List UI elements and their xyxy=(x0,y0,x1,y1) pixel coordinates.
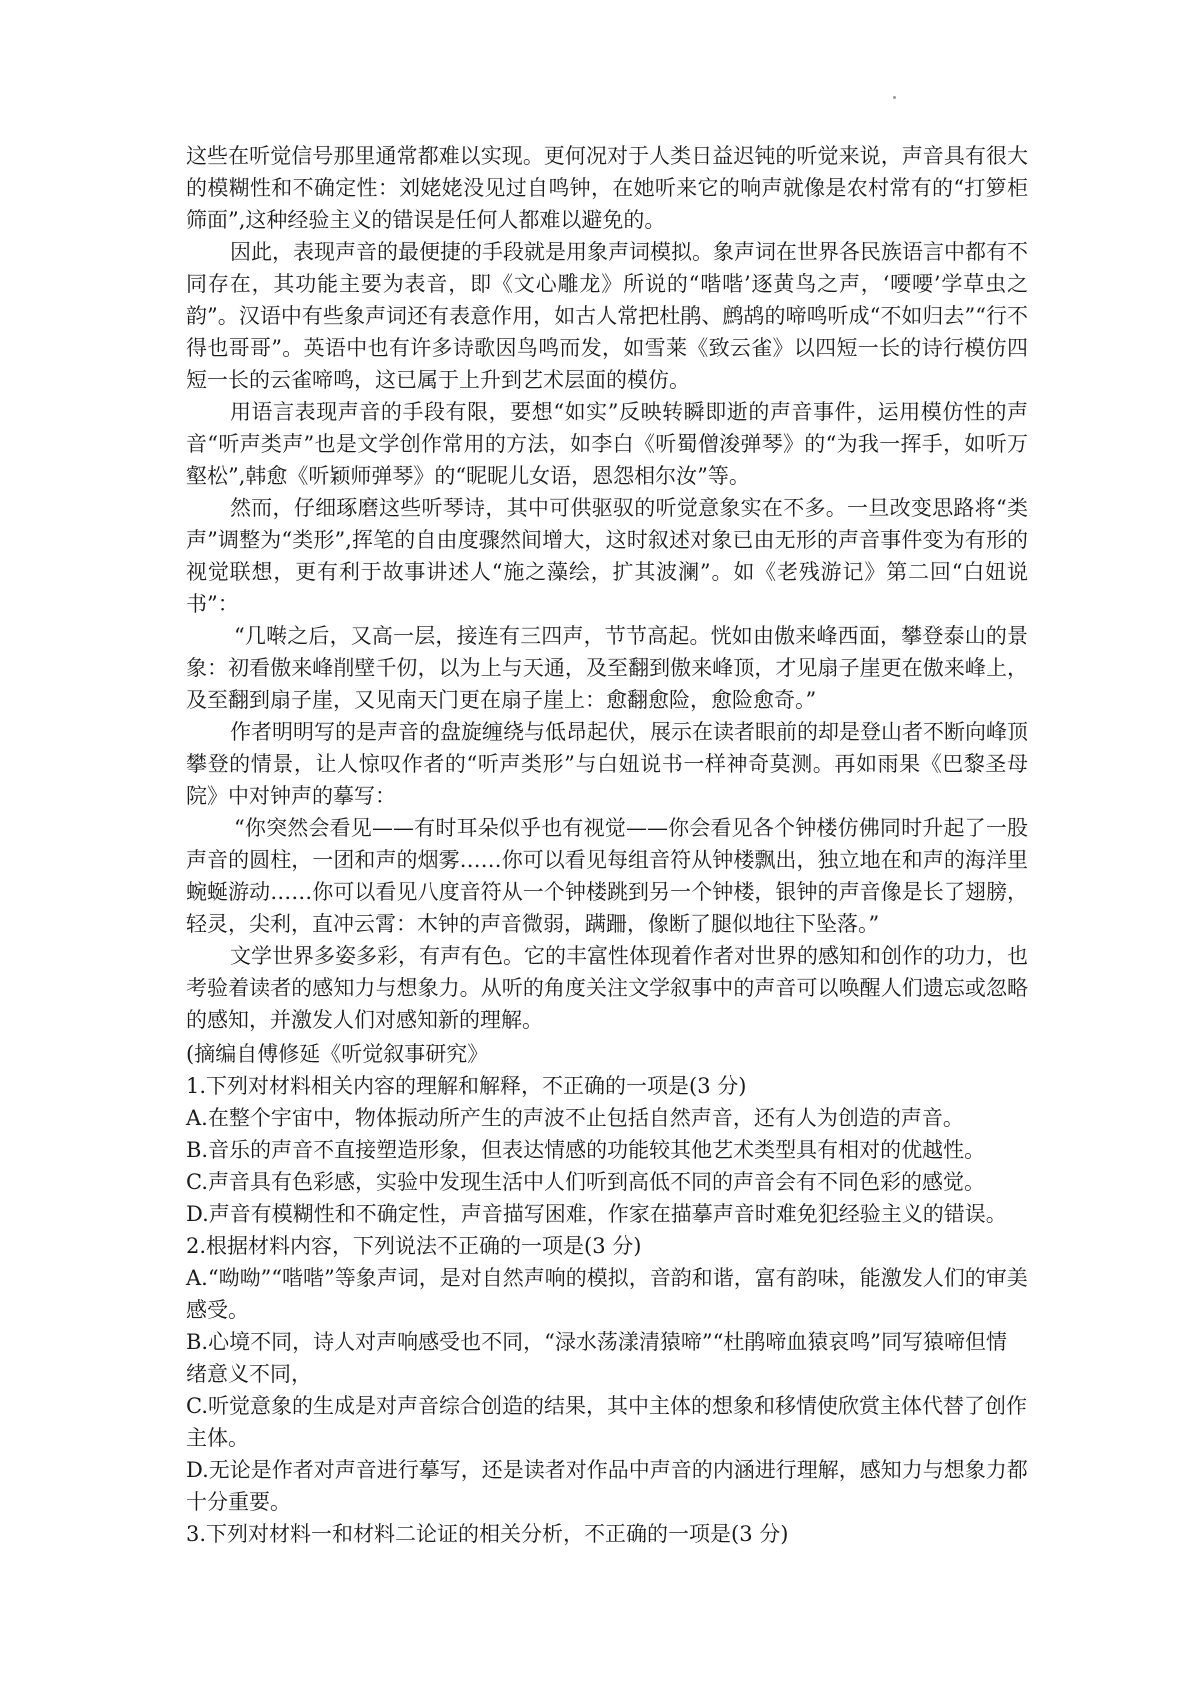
question-1-option-a: A.在整个宇宙中，物体振动所产生的声波不止包括自然声音，还有人为创造的声音。 xyxy=(186,1106,964,1130)
question-1-option-d: D.声音有模糊性和不确定性，声音描写困难，作家在描摹声音时难免犯经验主义的错误。 xyxy=(186,1202,1007,1226)
question-2-option-a: A.“呦呦”“喈喈”等象声词，是对自然声响的模拟，音韵和谐，富有韵味，能激发人们的审美感受。 xyxy=(186,1266,1028,1322)
quote-laocan: “几啭之后，又高一层，接连有三四声，节节高起。恍如由傲来峰西面，攀登泰山的景象：初看傲来峰削壁千仞，以为上与天通，及至翻到傲来峰顶，才见扇子崖更在傲来峰上，及至翻到扇子崖，又见南天门更在扇子崖上：愈翻愈险，愈险愈奇。” xyxy=(186,624,1028,712)
question-1-option-c: C.声音具有色彩感，实验中发现生活中人们听到高低不同的声音会有不同色彩的感觉。 xyxy=(186,1170,985,1194)
question-1-option-b: B.音乐的声音不直接塑造形象，但表达情感的功能较其他艺术类型具有相对的优越性。 xyxy=(186,1138,986,1162)
paragraph-1: 这些在听觉信号那里通常都难以实现。更何况对于人类日益迟钝的听觉来说，声音具有很大的模糊性和不确定性：刘姥姥没见过自鸣钟，在她听来它的响声就像是农村常有的“打箩柜筛面”,这种经验主义的错误是任何人都难以避免的。 xyxy=(186,144,1028,232)
paragraph-4: 然而，仔细琢磨这些听琴诗，其中可供驱驭的听觉意象实在不多。一旦改变思路将“类声”调整为“类形”,挥笔的自由度骤然间增大，这时叙述对象已由无形的声音事件变为有形的视觉联想，更有利于故事讲述人“施之藻绘，扩其波澜”。如《老残游记》第二回“白妞说书”： xyxy=(186,496,1028,616)
question-1-stem: 1.下列对材料相关内容的理解和解释，不正确的一项是(3 分) xyxy=(186,1074,747,1098)
paragraph-2: 因此，表现声音的最便捷的手段就是用象声词模拟。象声词在世界各民族语言中都有不同存在，其功能主要为表音，即《文心雕龙》所说的“喈喈’逐黄鸟之声，‘喓喓’学草虫之韵”。汉语中有些象声词还有表意作用，如古人常把杜鹃、鹧鸪的啼鸣听成“不如归去”“行不得也哥哥”。英语中也有许多诗歌因鸟鸣而发，如雪莱《致云雀》以四短一长的诗行模仿四短一长的云雀啼鸣，这已属于上升到艺术层面的模仿。 xyxy=(186,240,1028,392)
question-2-option-b: B.心境不同，诗人对声响感受也不同，“渌水荡漾清猿啼”“杜鹃啼血猿哀鸣”同写猿啼但情绪意义不同， xyxy=(186,1330,1008,1386)
passage xyxy=(186,140,1028,1550)
source-citation: (摘编自傅修延《听觉叙事研究》 xyxy=(186,1042,489,1066)
question-3-stem: 3.下列对材料一和材料二论证的相关分析，不正确的一项是(3 分) xyxy=(186,1522,789,1546)
question-1 xyxy=(186,1070,1028,1230)
paragraph-5: 作者明明写的是声音的盘旋缠绕与低昂起伏，展示在读者眼前的却是登山者不断向峰顶攀登的情景，让人惊叹作者的“听声类形”与白妞说书一样神奇莫测。再如雨果《巴黎圣母院》中对钟声的摹写： xyxy=(186,720,1028,808)
question-2-option-d: D.无论是作者对声音进行摹写，还是读者对作品中声音的内涵进行理解，感知力与想象力都十分重要。 xyxy=(186,1458,1028,1514)
paragraph-3: 用语言表现声音的手段有限，要想“如实”反映转瞬即逝的声音事件，运用模仿性的声音“听声类声”也是文学创作常用的方法，如李白《听蜀僧浚弹琴》的“为我一挥手，如听万壑松”,韩愈《听颖师弹琴》的“昵昵儿女语，恩怨相尔汝”等。 xyxy=(186,400,1028,488)
question-2-option-c: C.听觉意象的生成是对声音综合创造的结果，其中主体的想象和移情使欣赏主体代替了创作主体。 xyxy=(186,1394,1027,1450)
question-2 xyxy=(186,1230,1028,1518)
question-3 xyxy=(186,1518,1028,1550)
quote-notre-dame: “你突然会看见——有时耳朵似乎也有视觉——你会看见各个钟楼仿佛同时升起了一股声音的圆柱，一团和声的烟雾……你可以看见每组音符从钟楼飘出，独立地在和声的海洋里蜿蜒游动……你可以看见八度音符从一个钟楼跳到另一个钟楼，银钟的声音像是长了翅膀，轻灵，尖利，直冲云霄：木钟的声音微弱，蹒跚，像断了腿似地往下坠落。” xyxy=(186,816,1028,936)
scan-speck xyxy=(893,96,896,99)
question-2-stem: 2.根据材料内容，下列说法不正确的一项是(3 分) xyxy=(186,1234,642,1258)
paragraph-6: 文学世界多姿多彩，有声有色。它的丰富性体现着作者对世界的感知和创作的功力，也考验着读者的感知力与想象力。从听的角度关注文学叙事中的声音可以唤醒人们遗忘或忽略的感知，并激发人们对感知新的理解。 xyxy=(186,944,1028,1032)
